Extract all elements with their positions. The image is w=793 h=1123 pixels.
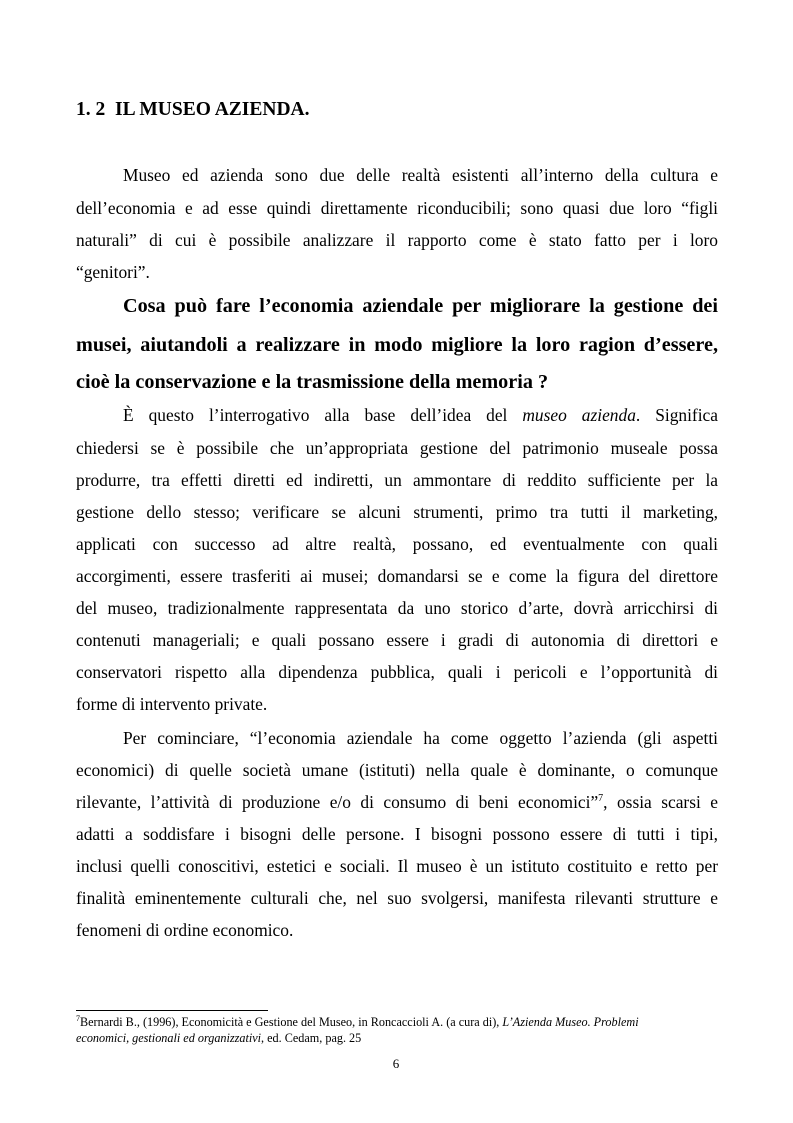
footnote-line-2 [76,1031,718,1046]
paragraph-2-line-5: applicati con successo ad altre realtà, possano, ed eventualmente con quali [76,534,718,554]
paragraph-1-line-3: naturali” di cui è possibile analizzare il rapporto come è stato fatto per i loro [76,230,718,250]
page-number: 6 [392,1056,400,1071]
paragraph-2-line-2: chiedersi se è possibile che un’appropriata gestione del patrimonio museale possa [76,438,718,458]
footnote-text-a: Bernardi B., (1996), Economicità e Gestione del Museo, in Roncaccioli A. (a cura di), [80,1015,503,1029]
paragraph-2-line-8: contenuti manageriali; e quali possano essere i gradi di autonomia di direttori e [76,630,718,650]
footnote-number: 7 [76,1014,80,1023]
paragraph-2-text-a: È questo l’interrogativo alla base dell’idea del [123,405,523,425]
paragraph-1-line-4: “genitori”. [76,262,150,282]
footnote-reference[interactable]: 7 [598,793,604,804]
question-line-1: Cosa può fare l’economia aziendale per migliorare la gestione dei [123,295,718,317]
paragraph-2-line-1 [123,404,718,426]
paragraph-2-line-7: del museo, tradizionalmente rappresentata da uno storico d’arte, dovrà arricchirsi di [76,598,718,618]
paragraph-2-line-4: gestione dello stesso; verificare se alcuni strumenti, primo tra tutti il marketing, [76,502,718,522]
question-line-3: cioè la conservazione e la trasmissione della memoria ? [76,371,549,393]
paragraph-3-line-5: inclusi quelli conoscitivi, estetici e sociali. Il museo è un istituto costituito e retto per [76,856,718,876]
paragraph-3-line-2: economici) di quelle società umane (istituti) nella quale è dominante, o comunque [76,760,718,780]
section-heading: 1. 2 IL MUSEO AZIENDA. [76,99,310,120]
footnote-title-a: L’Azienda Museo. Problemi [502,1015,639,1029]
museo-azienda-term: museo azienda [522,405,636,425]
paragraph-2-text-b: . Significa [635,405,718,425]
paragraph-3-text-a: rilevante, l’attività di produzione e/o di consumo di beni economici” [76,792,599,812]
paragraph-2-line-3: produrre, tra effetti diretti ed indiretti, un ammontare di reddito sufficiente per la [76,470,718,490]
paragraph-3-line-4: adatti a soddisfare i bisogni delle persone. I bisogni possono essere di tutti i tipi, [76,824,718,844]
question-line-2: musei, aiutandoli a realizzare in modo migliore la loro ragion d’essere, [76,334,718,356]
paragraph-3-line-1: Per cominciare, “l’economia aziendale ha come oggetto l’azienda (gli aspetti [123,728,718,748]
footnote-title-b: economici, gestionali ed organizzativi [76,1031,262,1045]
paragraph-3-line-7: fenomeni di ordine economico. [76,920,294,940]
footnote-line-1 [76,1015,718,1030]
footnote-separator [76,1010,268,1011]
paragraph-2-line-6: accorgimenti, essere trasferiti ai musei; domandarsi se e come la figura del direttore [76,566,718,586]
footnote-text-b: , ed. Cedam, pag. 25 [261,1031,362,1045]
paragraph-2-line-10: forme di intervento private. [76,694,268,714]
paragraph-3-line-6: finalità eminentemente culturali che, nel suo svolgersi, manifesta rilevanti strutture e [76,888,718,908]
paragraph-2-line-9: conservatori rispetto alla dipendenza pubblica, quali i pericoli e l’opportunità di [76,662,718,682]
paragraph-3-text-b: , ossia scarsi e [603,792,718,812]
paragraph-1-line-1: Museo ed azienda sono due delle realtà esistenti all’interno della cultura e [123,165,718,185]
paragraph-3-line-3 [76,791,718,813]
paragraph-1-line-2: dell’economia e ad esse quindi direttamente riconducibili; sono quasi due loro “figli [76,198,718,218]
